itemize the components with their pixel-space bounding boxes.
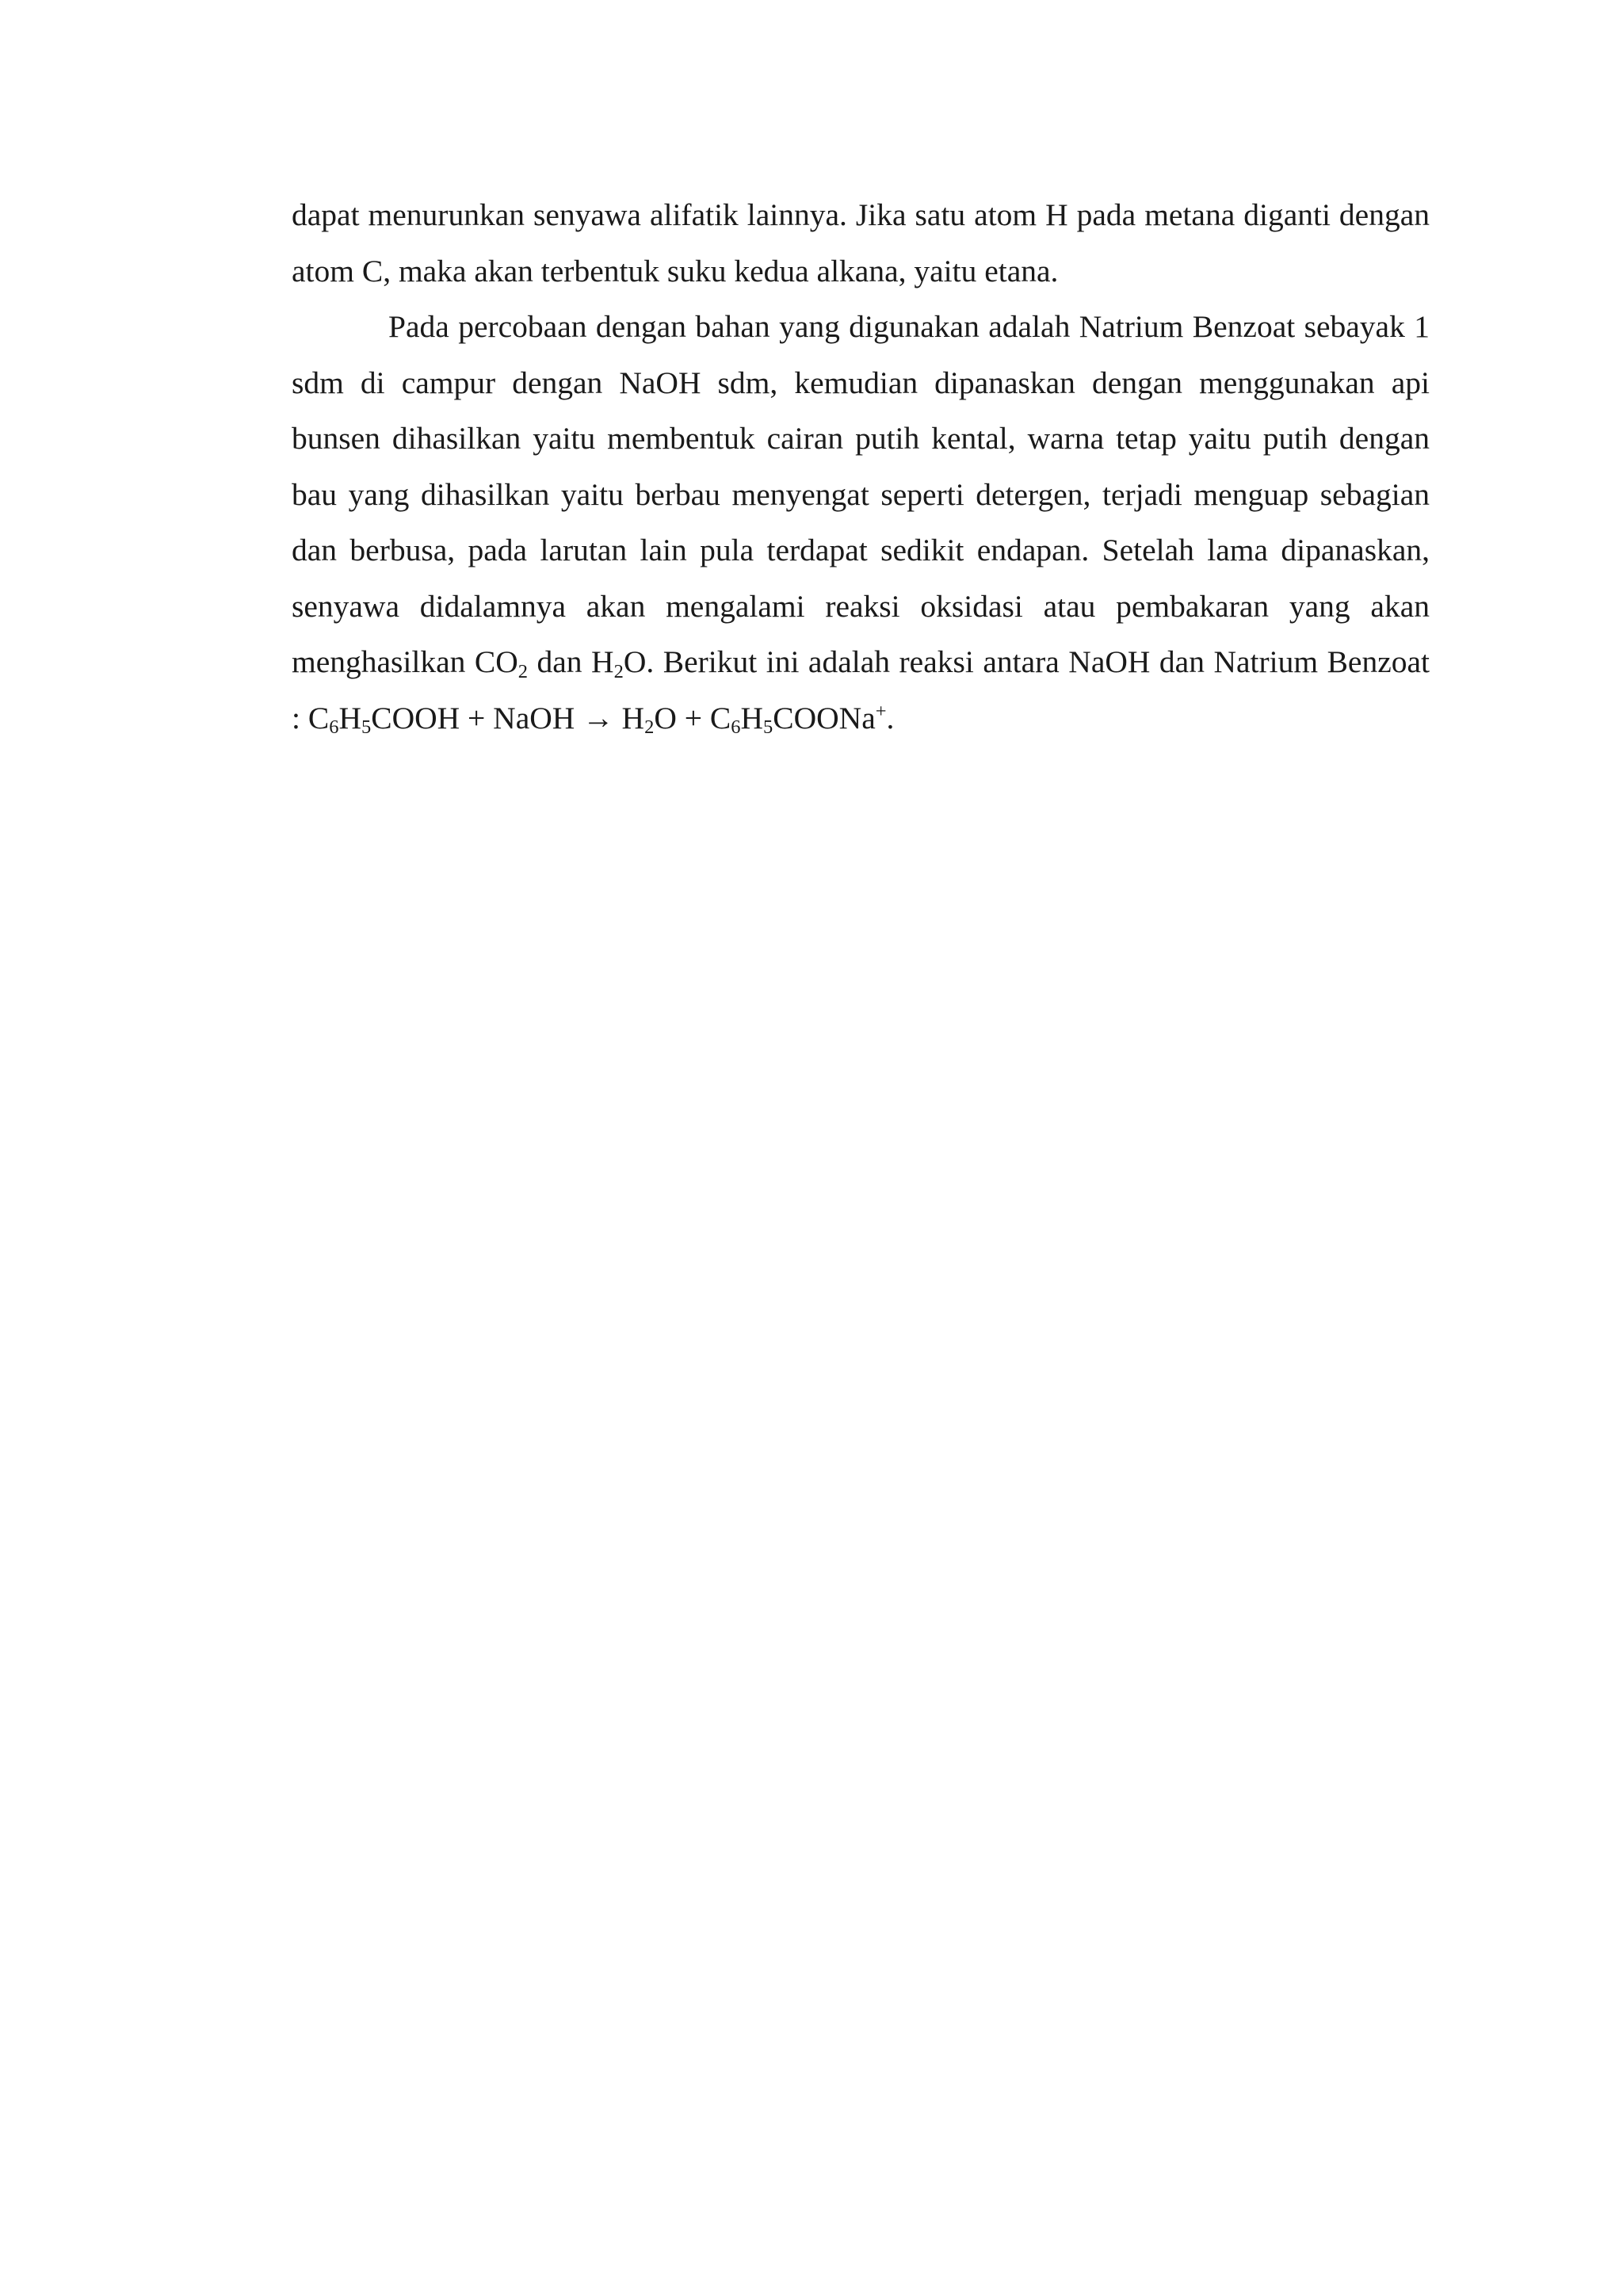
subscript: 2 <box>644 716 655 739</box>
paragraph-2-text: dan H <box>528 644 614 679</box>
subscript: 2 <box>517 660 529 682</box>
paragraph-2-text: . <box>886 700 895 735</box>
superscript: + <box>875 701 887 723</box>
paragraph-2-text: H <box>740 700 764 735</box>
paragraph-2 <box>292 299 1430 746</box>
paragraph-2-text: Pada percobaan dengan bahan yang digunakan adalah Natrium Benzoat sebayak 1 sdm di campur dengan NaOH sdm, kemudian dipanaskan dengan menggunakan api bunsen dihasilkan yaitu membentuk cairan putih kental, warna tetap yaitu putih dengan bau yang dihasilkan yaitu berbau menyengat seperti detergen, terjadi menguap sebagian dan berbusa, pada larutan lain pula terdapat sedikit endapan. Setelah lama dipanaskan, senyawa didalamnya akan mengalami reaksi oksidasi atau pembakaran yang akan menghasilkan CO <box>292 309 1430 679</box>
paragraph-2-text: H <box>338 700 361 735</box>
paragraph-2-text: O + C <box>654 700 731 735</box>
body-text <box>292 187 1430 746</box>
subscript: 2 <box>613 660 624 682</box>
paragraph-2-text: COONa <box>773 700 876 735</box>
subscript: 6 <box>731 716 741 739</box>
paragraph-2-text: COOH + NaOH → H <box>371 700 645 735</box>
subscript: 5 <box>361 716 372 739</box>
subscript: 5 <box>763 716 773 739</box>
subscript: 6 <box>329 716 339 739</box>
paragraph-2-text: O. Berikut ini adalah reaksi antara NaOH dan Natrium Benzoat : C <box>292 644 1430 735</box>
paragraph-1: dapat menurunkan senyawa alifatik lainnya. Jika satu atom H pada metana diganti dengan atom C, maka akan terbentuk suku kedua alkana, yaitu etana. <box>292 197 1430 288</box>
